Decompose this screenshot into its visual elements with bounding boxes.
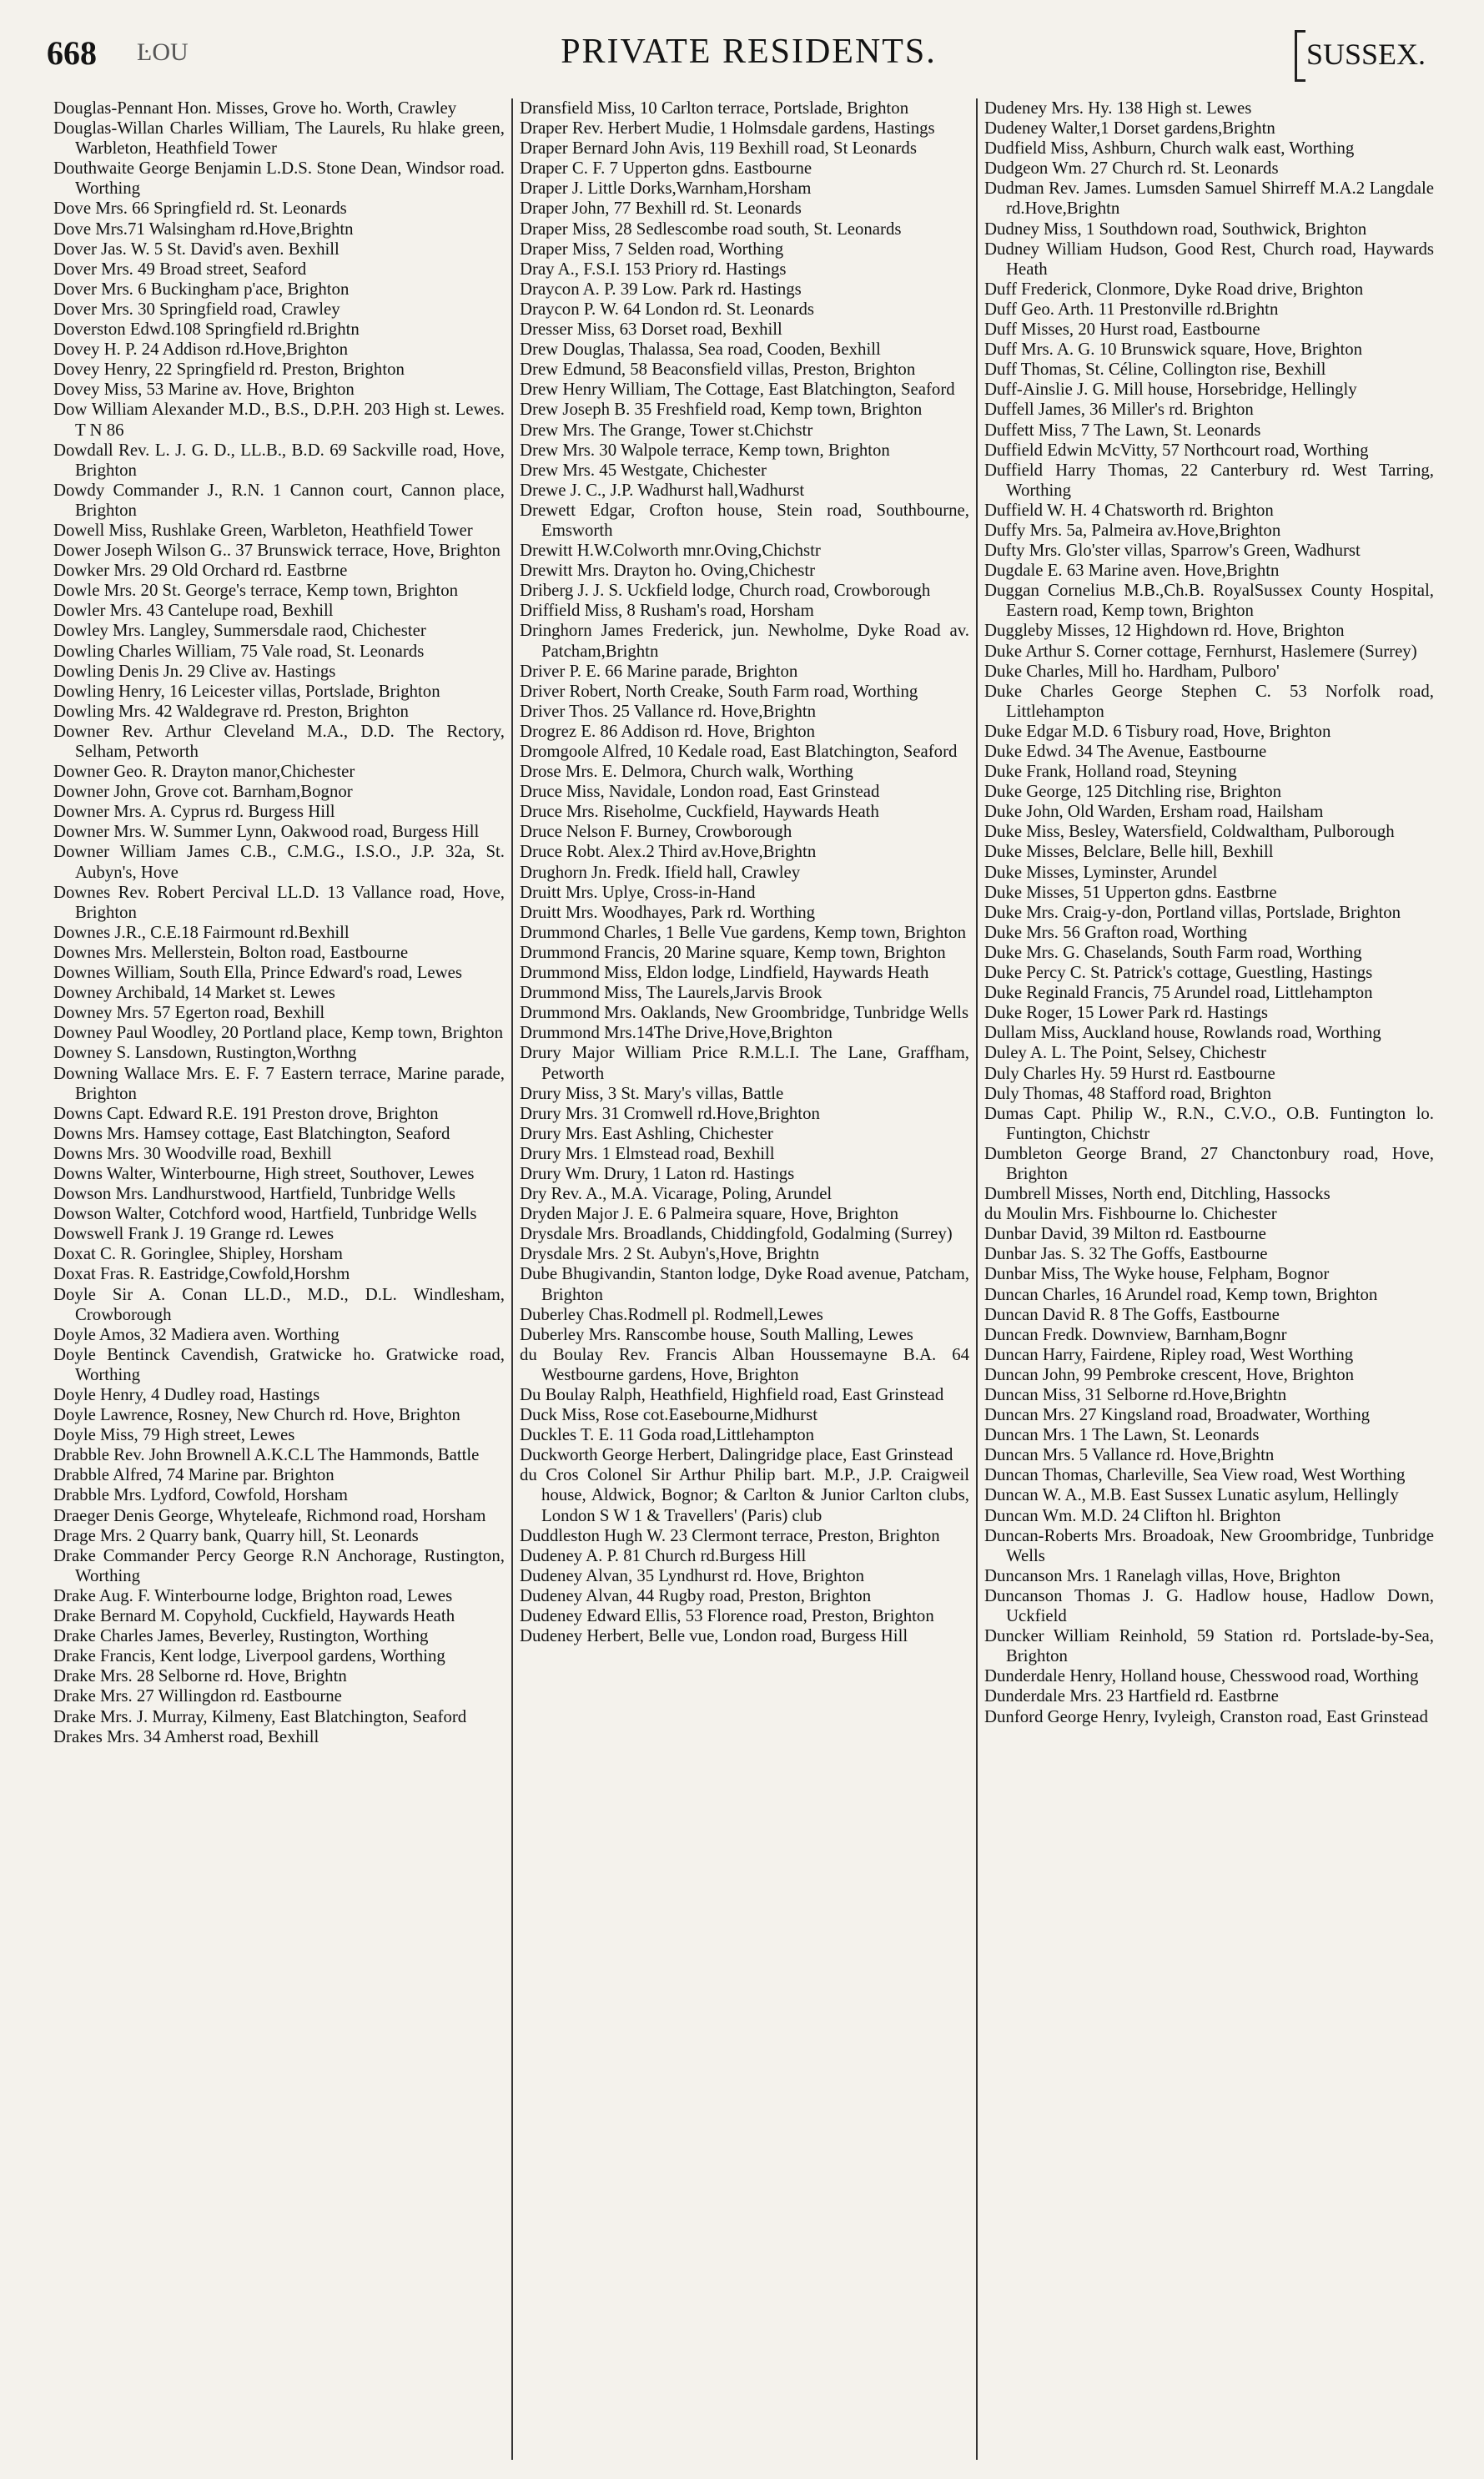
resident-entry: Du Boulay Ralph, Heathfield, Highfield road, East Grinstead [520, 1385, 944, 1404]
resident-entry: Downs Mrs. Hamsey cottage, East Blatchington, Seaford [53, 1123, 450, 1143]
resident-entry: Dowswell Frank J. 19 Grange rd. Lewes [53, 1224, 335, 1244]
resident-entry: Dudney William Hudson, Good Rest, Church road, Haywards Heath [984, 239, 1434, 279]
resident-entry: Dryden Major J. E. 6 Palmeira square, Hove, Brighton [520, 1204, 898, 1224]
resident-entry: Dunbar Miss, The Wyke house, Felpham, Bognor [984, 1264, 1330, 1284]
resident-entry: Dowling Henry, 16 Leicester villas, Portslade, Brighton [53, 681, 440, 701]
resident-entry: Drage Mrs. 2 Quarry bank, Quarry hill, St. Leonards [53, 1525, 419, 1545]
page-mark: ĿOU [137, 38, 189, 66]
resident-entry: Duke Mrs. Craig-y-don, Portland villas, Portslade, Brighton [984, 902, 1401, 922]
resident-entry: Duke Misses, Lyminster, Arundel [984, 862, 1218, 882]
resident-entry: Drury Mrs. 1 Elmstead road, Bexhill [520, 1143, 775, 1163]
resident-entry: Drewitt H.W.Colworth mnr.Oving,Chichstr [520, 541, 821, 561]
resident-entry: Duggan Cornelius M.B.,Ch.B. RoyalSussex County Hospital, Eastern road, Kemp town, Brighton [984, 581, 1434, 621]
resident-entry: Dunford George Henry, Ivyleigh, Cranston road, East Grinstead [984, 1706, 1428, 1726]
resident-entry: Dullam Miss, Auckland house, Rowlands road, Worthing [984, 1023, 1381, 1043]
resident-entry: Duffield Harry Thomas, 22 Canterbury rd. West Tarring, Worthing [984, 460, 1434, 500]
resident-entry: Downer Geo. R. Drayton manor,Chichester [53, 762, 355, 782]
resident-entry: Drew Douglas, Thalassa, Sea road, Cooden, Bexhill [520, 340, 881, 360]
resident-entry: Doyle Amos, 32 Madiera aven. Worthing [53, 1324, 340, 1344]
resident-entry: Drake Commander Percy George R.N Anchorage, Rustington, Worthing [53, 1545, 505, 1585]
resident-entry: Dromgoole Alfred, 10 Kedale road, East Blatchington, Seaford [520, 742, 958, 761]
resident-entry: Driffield Miss, 8 Rusham's road, Horsham [520, 601, 814, 621]
resident-entry: Duncanson Thomas J. G. Hadlow house, Hadlow Down, Uckfield [984, 1585, 1434, 1626]
resident-entry: Dudeney A. P. 81 Church rd.Burgess Hill [520, 1545, 807, 1565]
county-heading: SUSSEX. [1305, 38, 1426, 71]
resident-entry: Downer Rev. Arthur Cleveland M.A., D.D. The Rectory, Selham, Petworth [53, 721, 505, 761]
resident-entry: Drysdale Mrs. Broadlands, Chiddingfold, Godalming (Surrey) [520, 1224, 953, 1244]
resident-entry: Doxat C. R. Goringlee, Shipley, Horsham [53, 1244, 343, 1264]
resident-entry: Dower Joseph Wilson G.. 37 Brunswick terrace, Hove, Brighton [53, 541, 501, 561]
resident-entry: Duke Percy C. St. Patrick's cottage, Guestling, Hastings [984, 963, 1373, 983]
resident-entry: Dudeney Mrs. Hy. 138 High st. Lewes [984, 98, 1252, 118]
resident-entry: Dowell Miss, Rushlake Green, Warbleton, Heathfield Tower [53, 520, 473, 540]
resident-entry: Doverston Edwd.108 Springfield rd.Brightn [53, 320, 360, 340]
resident-entry: Duff Misses, 20 Hurst road, Eastbourne [984, 320, 1260, 340]
resident-entry: Duckles T. E. 11 Goda road,Littlehampton [520, 1425, 815, 1445]
resident-entry: Draper Rev. Herbert Mudie, 1 Holmsdale gardens, Hastings [520, 118, 935, 139]
resident-entry: Drummond Mrs.14The Drive,Hove,Brighton [520, 1023, 833, 1043]
resident-entry: Dresser Miss, 63 Dorset road, Bexhill [520, 320, 782, 340]
resident-entry: Dudeney Walter,1 Dorset gardens,Brightn [984, 118, 1275, 139]
resident-entry: Duff-Ainslie J. G. Mill house, Horsebridge, Hellingly [984, 380, 1357, 400]
resident-entry: Duncan Thomas, Charleville, Sea View road, West Worthing [984, 1465, 1406, 1485]
resident-entry: Duncan John, 99 Pembroke crescent, Hove, Brighton [984, 1364, 1354, 1384]
resident-entry: Duncan Miss, 31 Selborne rd.Hove,Brightn [984, 1385, 1287, 1404]
resident-entry: Drury Miss, 3 St. Mary's villas, Battle [520, 1083, 784, 1103]
resident-entry: Driver Thos. 25 Vallance rd. Hove,Brightn [520, 701, 817, 721]
resident-entry: Duncker William Reinhold, 59 Station rd. Portslade-by-Sea, Brighton [984, 1626, 1434, 1666]
resident-entry: Downs Capt. Edward R.E. 191 Preston drove, Brighton [53, 1103, 439, 1123]
resident-entry: Dunderdale Mrs. 23 Hartfield rd. Eastbrne [984, 1686, 1279, 1706]
resident-entry: Duke Roger, 15 Lower Park rd. Hastings [984, 1003, 1268, 1023]
resident-entry: Dunbar Jas. S. 32 The Goffs, Eastbourne [984, 1244, 1268, 1264]
resident-entry: Drummond Miss, Eldon lodge, Lindfield, Haywards Heath [520, 963, 929, 983]
resident-entry: Duley A. L. The Point, Selsey, Chichestr [984, 1043, 1266, 1063]
resident-entry: Duberley Chas.Rodmell pl. Rodmell,Lewes [520, 1304, 823, 1324]
resident-entry: Doyle Sir A. Conan LL.D., M.D., D.L. Windlesham, Crowborough [53, 1284, 505, 1324]
resident-entry: Draper Bernard John Avis, 119 Bexhill road, St Leonards [520, 139, 917, 159]
resident-entry: Drabble Mrs. Lydford, Cowfold, Horsham [53, 1485, 348, 1505]
resident-entry: Duncan Wm. M.D. 24 Clifton hl. Brighton [984, 1505, 1281, 1525]
resident-entry: Dowdall Rev. L. J. G. D., LL.B., B.D. 69 Sackville road, Hove, Brighton [53, 440, 505, 480]
resident-entry: Duke Edgar M.D. 6 Tisbury road, Hove, Brighton [984, 721, 1331, 741]
resident-entry: Dowley Mrs. Langley, Summersdale raod, Chichester [53, 621, 426, 641]
resident-entry: Downes J.R., C.E.18 Fairmount rd.Bexhill [53, 922, 350, 942]
resident-entry: Downs Mrs. 30 Woodville road, Bexhill [53, 1143, 332, 1163]
resident-entry: Dove Mrs.71 Walsingham rd.Hove,Brightn [53, 219, 354, 239]
resident-entry: Draper C. F. 7 Upperton gdns. Eastbourne [520, 159, 812, 179]
resident-entry: Douthwaite George Benjamin L.D.S. Stone Dean, Windsor road. Worthing [53, 159, 505, 199]
resident-entry: Duke Mrs. G. Chaselands, South Farm road, Worthing [984, 942, 1362, 962]
resident-entry: Duncan-Roberts Mrs. Broadoak, New Groombridge, Tunbridge Wells [984, 1525, 1434, 1565]
resident-entry: Downer John, Grove cot. Barnham,Bognor [53, 782, 353, 802]
resident-entry: Drake Mrs. 27 Willingdon rd. Eastbourne [53, 1686, 342, 1706]
resident-entry: Duly Thomas, 48 Stafford road, Brighton [984, 1083, 1272, 1103]
resident-entry: Dube Bhugivandin, Stanton lodge, Dyke Road avenue, Patcham, Brighton [520, 1264, 969, 1304]
resident-entry: Dray A., F.S.I. 153 Priory rd. Hastings [520, 259, 787, 279]
resident-entry: Dowle Mrs. 20 St. George's terrace, Kemp town, Brighton [53, 581, 459, 601]
resident-entry: Drake Bernard M. Copyhold, Cuckfield, Haywards Heath [53, 1606, 455, 1626]
resident-entry: Dringhorn James Frederick, jun. Newholme, Dyke Road av. Patcham,Brightn [520, 621, 969, 661]
resident-entry: Duffield W. H. 4 Chatsworth rd. Brighton [984, 500, 1274, 520]
resident-entry: Drewe J. C., J.P. Wadhurst hall,Wadhurst [520, 480, 805, 500]
resident-entry: Duncan Mrs. 27 Kingsland road, Broadwater, Worthing [984, 1405, 1371, 1425]
resident-entry: Drysdale Mrs. 2 St. Aubyn's,Hove, Brightn [520, 1244, 820, 1264]
resident-entry: Douglas-Pennant Hon. Misses, Grove ho. Worth, Crawley [53, 98, 457, 118]
resident-entry: Dudney Miss, 1 Southdown road, Southwick, Brighton [984, 219, 1367, 239]
resident-entry: Dow William Alexander M.D., B.S., D.P.H. 203 High st. Lewes. T N 86 [53, 400, 505, 440]
resident-entry: Dumbrell Misses, North end, Ditchling, Hassocks [984, 1184, 1331, 1204]
resident-entry: Duffy Mrs. 5a, Palmeira av.Hove,Brighton [984, 520, 1281, 540]
resident-entry: Duke George, 125 Ditchling rise, Brighton [984, 782, 1281, 802]
resident-entry: Drew Joseph B. 35 Freshfield road, Kemp town, Brighton [520, 400, 923, 420]
resident-entry: Driberg J. J. S. Uckfield lodge, Church road, Crowborough [520, 581, 931, 601]
resident-entry: Doyle Henry, 4 Dudley road, Hastings [53, 1385, 320, 1404]
resident-entry: Dudeney Herbert, Belle vue, London road, Burgess Hill [520, 1626, 908, 1646]
resident-entry: Duke Charles George Stephen C. 53 Norfolk road, Littlehampton [984, 681, 1434, 721]
resident-entry: Drury Wm. Drury, 1 Laton rd. Hastings [520, 1163, 795, 1183]
resident-entry: Downey S. Lansdown, Rustington,Worthng [53, 1043, 357, 1063]
resident-entry: Dunbar David, 39 Milton rd. Eastbourne [984, 1224, 1266, 1244]
resident-entry: Drew Mrs. 45 Westgate, Chichester [520, 460, 767, 480]
resident-entry: Downer Mrs. W. Summer Lynn, Oakwood road, Burgess Hill [53, 822, 480, 842]
resident-entry: Drew Henry William, The Cottage, East Blatchington, Seaford [520, 380, 955, 400]
resident-entry: Drew Mrs. The Grange, Tower st.Chichstr [520, 420, 813, 440]
resident-entry: Doyle Lawrence, Rosney, New Church rd. Hove, Brighton [53, 1405, 460, 1425]
resident-entry: Duncan Charles, 16 Arundel road, Kemp town, Brighton [984, 1284, 1378, 1304]
resident-entry: Downes Rev. Robert Percival LL.D. 13 Vallance road, Hove, Brighton [53, 882, 505, 922]
resident-entry: Downer Mrs. A. Cyprus rd. Burgess Hill [53, 802, 335, 822]
resident-entry: Draeger Denis George, Whyteleafe, Richmond road, Horsham [53, 1505, 486, 1525]
resident-entry: Druce Miss, Navidale, London road, East Grinstead [520, 782, 880, 802]
resident-entry: du Moulin Mrs. Fishbourne lo. Chichester [984, 1204, 1277, 1224]
resident-entry: Driver Robert, North Creake, South Farm road, Worthing [520, 681, 918, 701]
column-left [47, 98, 511, 2460]
resident-entry: Drummond Francis, 20 Marine square, Kemp town, Brighton [520, 942, 946, 962]
resident-entry: Drury Mrs. East Ashling, Chichester [520, 1123, 773, 1143]
resident-entry: Dudman Rev. James. Lumsden Samuel Shirreff M.A.2 Langdale rd.Hove,Brightn [984, 179, 1434, 219]
resident-entry: Dovey Henry, 22 Springfield rd. Preston, Brighton [53, 360, 405, 380]
resident-entry: Dowling Charles William, 75 Vale road, St. Leonards [53, 641, 425, 661]
resident-entry: Duberley Mrs. Ranscombe house, South Malling, Lewes [520, 1324, 913, 1344]
resident-entry: Dowler Mrs. 43 Cantelupe road, Bexhill [53, 601, 334, 621]
resident-entry: Drabble Rev. John Brownell A.K.C.L The Hammonds, Battle [53, 1445, 480, 1465]
resident-entry: Drogrez E. 86 Addison rd. Hove, Brighton [520, 721, 816, 741]
resident-entry: Druitt Mrs. Uplye, Cross-in-Hand [520, 882, 756, 902]
resident-entry: Duncan W. A., M.B. East Sussex Lunatic asylum, Hellingly [984, 1485, 1399, 1505]
resident-entry: Drake Charles James, Beverley, Rustington, Worthing [53, 1626, 429, 1646]
resident-entry: Downing Wallace Mrs. E. F. 7 Eastern terrace, Marine parade, Brighton [53, 1063, 505, 1103]
resident-entry: Dudeney Alvan, 35 Lyndhurst rd. Hove, Brighton [520, 1565, 865, 1585]
resident-entry: Duncan David R. 8 The Goffs, Eastbourne [984, 1304, 1280, 1324]
resident-entry: Duff Mrs. A. G. 10 Brunswick square, Hove, Brighton [984, 340, 1363, 360]
resident-entry: Dufty Mrs. Glo'ster villas, Sparrow's Green, Wadhurst [984, 541, 1361, 561]
resident-entry: Dover Mrs. 6 Buckingham p'ace, Brighton [53, 279, 350, 299]
resident-entry: Dovey Miss, 53 Marine av. Hove, Brighton [53, 380, 355, 400]
resident-entry: Doyle Miss, 79 High street, Lewes [53, 1425, 295, 1445]
resident-entry: Drury Mrs. 31 Cromwell rd.Hove,Brighton [520, 1103, 820, 1123]
running-title: PRIVATE RESIDENTS. [561, 33, 937, 71]
resident-entry: Draper John, 77 Bexhill rd. St. Leonards [520, 199, 802, 219]
resident-entry: Draper Miss, 28 Sedlescombe road south, St. Leonards [520, 219, 902, 239]
resident-entry: Drummond Mrs. Oaklands, New Groombridge, Tunbridge Wells [520, 1003, 969, 1023]
resident-entry: Dumbleton George Brand, 27 Chanctonbury road, Hove, Brighton [984, 1143, 1434, 1183]
resident-entry: Doyle Bentinck Cavendish, Gratwicke ho. Gratwicke road, Worthing [53, 1344, 505, 1384]
resident-entry: Dove Mrs. 66 Springfield rd. St. Leonards [53, 199, 347, 219]
resident-entry: Drummond Miss, The Laurels,Jarvis Brook [520, 983, 822, 1003]
resident-entry: Drakes Mrs. 34 Amherst road, Bexhill [53, 1726, 319, 1746]
resident-entry: Duggleby Misses, 12 Highdown rd. Hove, Brighton [984, 621, 1345, 641]
resident-entry: Duke Edwd. 34 The Avenue, Eastbourne [984, 742, 1267, 761]
resident-entry: Dunderdale Henry, Holland house, Chesswood road, Worthing [984, 1666, 1419, 1686]
resident-entry: Druce Mrs. Riseholme, Cuckfield, Haywards Heath [520, 802, 879, 822]
resident-entry: Dowdy Commander J., R.N. 1 Cannon court, Cannon place, Brighton [53, 480, 505, 520]
resident-entry: Drewett Edgar, Crofton house, Stein road, Southbourne, Emsworth [520, 500, 969, 540]
resident-entry: Duff Thomas, St. Céline, Collington rise, Bexhill [984, 360, 1326, 380]
resident-entry: Duke John, Old Warden, Ersham road, Hailsham [984, 802, 1324, 822]
resident-entry: Duncan Mrs. 5 Vallance rd. Hove,Brightn [984, 1445, 1275, 1465]
resident-entry: Draycon P. W. 64 London rd. St. Leonards [520, 299, 814, 319]
resident-entry: Dudeney Alvan, 44 Rugby road, Preston, Brighton [520, 1585, 872, 1605]
resident-entry: Drake Mrs. J. Murray, Kilmeny, East Blatchington, Seaford [53, 1706, 467, 1726]
resident-entry: Dudgeon Wm. 27 Church rd. St. Leonards [984, 159, 1279, 179]
resident-entry: Duck Miss, Rose cot.Easebourne,Midhurst [520, 1405, 817, 1425]
resident-entry: Dowson Walter, Cotchford wood, Hartfield, Tunbridge Wells [53, 1204, 477, 1224]
resident-entry: Duffett Miss, 7 The Lawn, St. Leonards [984, 420, 1261, 440]
resident-entry: Duncanson Mrs. 1 Ranelagh villas, Hove, Brighton [984, 1565, 1341, 1585]
resident-entry: Dugdale E. 63 Marine aven. Hove,Brightn [984, 561, 1280, 581]
resident-entry: Duffell James, 36 Miller's rd. Brighton [984, 400, 1254, 420]
resident-entry: Duke Misses, Belclare, Belle hill, Bexhill [984, 842, 1274, 862]
resident-entry: Dransfield Miss, 10 Carlton terrace, Portslade, Brighton [520, 98, 909, 118]
page-number: 668 [47, 34, 97, 72]
resident-entry: Drose Mrs. E. Delmora, Church walk, Worthing [520, 762, 853, 782]
column-right [976, 98, 1441, 2460]
resident-entry: Duke Charles, Mill ho. Hardham, Pulboro' [984, 661, 1280, 681]
resident-entry: Downes William, South Ella, Prince Edward's road, Lewes [53, 963, 462, 983]
resident-entry: Dover Mrs. 49 Broad street, Seaford [53, 259, 307, 279]
resident-entry: Duncan Harry, Fairdene, Ripley road, West Worthing [984, 1344, 1354, 1364]
resident-entry: Dover Mrs. 30 Springfield road, Crawley [53, 299, 340, 319]
column-middle [511, 98, 976, 2460]
resident-entry: Drew Mrs. 30 Walpole terrace, Kemp town, Brighton [520, 440, 890, 460]
resident-entry: Duke Arthur S. Corner cottage, Fernhurst, Haslemere (Surrey) [984, 641, 1417, 661]
resident-entry: Duff Geo. Arth. 11 Prestonville rd.Brightn [984, 299, 1279, 319]
resident-entry: Druce Robt. Alex.2 Third av.Hove,Brightn [520, 842, 817, 862]
resident-entry: Dowker Mrs. 29 Old Orchard rd. Eastbrne [53, 561, 348, 581]
resident-entry: Duke Mrs. 56 Grafton road, Worthing [984, 922, 1248, 942]
resident-entry: Drury Major William Price R.M.L.I. The Lane, Graffham, Petworth [520, 1043, 969, 1083]
resident-entry: Drummond Charles, 1 Belle Vue gardens, Kemp town, Brighton [520, 922, 966, 942]
resident-entry: Drughorn Jn. Fredk. Ifield hall, Crawley [520, 862, 801, 882]
resident-entry: Dovey H. P. 24 Addison rd.Hove,Brighton [53, 340, 348, 360]
resident-entry: Druitt Mrs. Woodhayes, Park rd. Worthing [520, 902, 816, 922]
resident-entry: Downer William James C.B., C.M.G., I.S.O., J.P. 32a, St. Aubyn's, Hove [53, 842, 505, 882]
resident-entry: Duffield Edwin McVitty, 57 Northcourt road, Worthing [984, 440, 1369, 460]
resident-entry: Drake Francis, Kent lodge, Liverpool gardens, Worthing [53, 1646, 445, 1666]
resident-entry: Downey Paul Woodley, 20 Portland place, Kemp town, Brighton [53, 1023, 503, 1043]
resident-entry: Draycon A. P. 39 Low. Park rd. Hastings [520, 279, 802, 299]
resident-entry: Duke Reginald Francis, 75 Arundel road, Littlehampton [984, 983, 1373, 1003]
resident-entry: Downey Archibald, 14 Market st. Lewes [53, 983, 335, 1003]
resident-entry: du Boulay Rev. Francis Alban Houssemayne B.A. 64 Westbourne gardens, Hove, Brighton [520, 1344, 969, 1384]
resident-entry: Duncan Mrs. 1 The Lawn, St. Leonards [984, 1425, 1260, 1445]
resident-entry: Drake Mrs. 28 Selborne rd. Hove, Brightn [53, 1666, 347, 1686]
resident-entry: Drabble Alfred, 74 Marine par. Brighton [53, 1465, 335, 1485]
resident-entry: Duff Frederick, Clonmore, Dyke Road drive, Brighton [984, 279, 1364, 299]
resident-entry: Duncan Fredk. Downview, Barnham,Bognr [984, 1324, 1287, 1344]
resident-entry: Downes Mrs. Mellerstein, Bolton road, Eastbourne [53, 942, 409, 962]
resident-entry: Dowson Mrs. Landhurstwood, Hartfield, Tunbridge Wells [53, 1184, 456, 1204]
resident-entry: Doxat Fras. R. Eastridge,Cowfold,Horshm [53, 1264, 350, 1284]
resident-entry: Duke Misses, 51 Upperton gdns. Eastbrne [984, 882, 1277, 902]
residents-columns [47, 98, 1441, 2460]
resident-entry: Dudeney Edward Ellis, 53 Florence road, Preston, Brighton [520, 1606, 934, 1626]
resident-entry: Dudfield Miss, Ashburn, Church walk east, Worthing [984, 139, 1355, 159]
resident-entry: Duddleston Hugh W. 23 Clermont terrace, Preston, Brighton [520, 1525, 940, 1545]
resident-entry: Drewitt Mrs. Drayton ho. Oving,Chichestr [520, 561, 816, 581]
resident-entry: Downey Mrs. 57 Egerton road, Bexhill [53, 1003, 325, 1023]
resident-entry: Duke Miss, Besley, Watersfield, Coldwaltham, Pulborough [984, 822, 1395, 842]
resident-entry: Druce Nelson F. Burney, Crowborough [520, 822, 792, 842]
resident-entry: Drake Aug. F. Winterbourne lodge, Brighton road, Lewes [53, 1585, 453, 1605]
resident-entry: du Cros Colonel Sir Arthur Philip bart. M.P., J.P. Craigweil house, Aldwick, Bognor; & Carlton & Junior Carlton clubs, London S W 1 & Travellers' (Paris) club [520, 1465, 969, 1525]
resident-entry: Draper J. Little Dorks,Warnham,Horsham [520, 179, 812, 199]
resident-entry: Draper Miss, 7 Selden road, Worthing [520, 239, 784, 259]
page-header [47, 32, 1451, 82]
resident-entry: Duke Frank, Holland road, Steyning [984, 762, 1237, 782]
resident-entry: Dowling Denis Jn. 29 Clive av. Hastings [53, 661, 336, 681]
resident-entry: Dowling Mrs. 42 Waldegrave rd. Preston, Brighton [53, 701, 409, 721]
resident-entry: Duckworth George Herbert, Dalingridge place, East Grinstead [520, 1445, 953, 1465]
resident-entry: Driver P. E. 66 Marine parade, Brighton [520, 661, 798, 681]
resident-entry: Duly Charles Hy. 59 Hurst rd. Eastbourne [984, 1063, 1275, 1083]
resident-entry: Douglas-Willan Charles William, The Laurels, Ru hlake green, Warbleton, Heathfield Tower [53, 118, 505, 159]
resident-entry: Dry Rev. A., M.A. Vicarage, Poling, Arundel [520, 1184, 833, 1204]
resident-entry: Dumas Capt. Philip W., R.N., C.V.O., O.B. Funtington lo. Funtington, Chichstr [984, 1103, 1434, 1143]
resident-entry: Downs Walter, Winterbourne, High street, Southover, Lewes [53, 1163, 475, 1183]
resident-entry: Dover Jas. W. 5 St. David's aven. Bexhill [53, 239, 340, 259]
resident-entry: Drew Edmund, 58 Beaconsfield villas, Preston, Brighton [520, 360, 916, 380]
